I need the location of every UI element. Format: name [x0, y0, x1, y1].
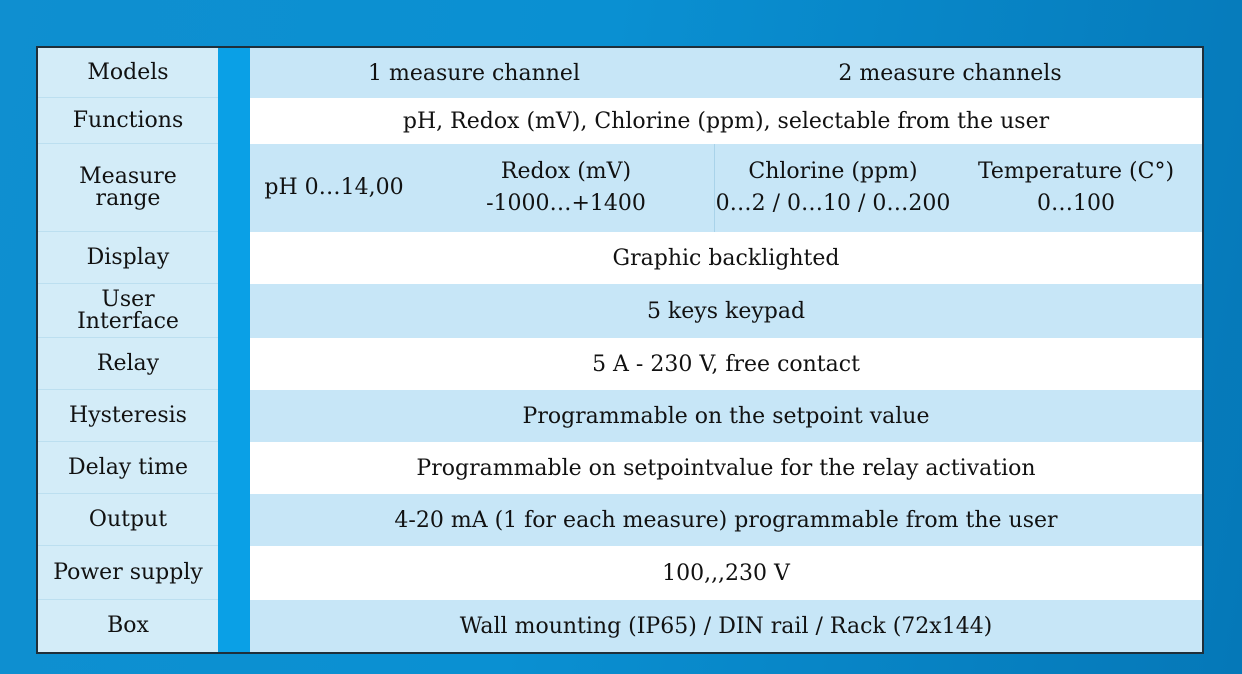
label-delay-time: Delay time [38, 442, 218, 494]
label-power-supply: Power supply [38, 546, 218, 600]
label-display: Display [38, 232, 218, 284]
label-relay: Relay [38, 338, 218, 390]
value-relay: 5 A - 230 V, free contact [250, 338, 1202, 390]
model-one-channel: 1 measure channel [368, 60, 580, 86]
label-hysteresis: Hysteresis [38, 390, 218, 442]
range-temperature-title: Temperature (C°) [977, 159, 1175, 184]
label-user-interface [38, 284, 218, 338]
row-delay-time [38, 442, 1202, 494]
range-redox-title: Redox (mV) [500, 159, 632, 184]
range-redox [418, 144, 714, 232]
value-delay-time: Programmable on setpointvalue for the relay activation [250, 442, 1202, 494]
value-user-interface: 5 keys keypad [250, 284, 1202, 338]
range-redox-value: -1000…+1400 [486, 191, 646, 216]
range-ph [250, 144, 418, 232]
range-chlorine [714, 144, 951, 232]
range-temperature-value: 0…100 [1037, 191, 1115, 216]
row-relay [38, 338, 1202, 390]
value-functions: pH, Redox (mV), Chlorine (ppm), selectable from the user [250, 98, 1202, 144]
models-values [250, 48, 1202, 98]
row-measure-range [38, 144, 1202, 232]
label-models: Models [38, 48, 218, 98]
label-user-interface-line2: Interface [77, 308, 179, 334]
spec-table [36, 46, 1204, 654]
row-box [38, 600, 1202, 652]
label-measure-range-line1: Measure [79, 163, 177, 189]
measure-range-values [250, 144, 1202, 232]
range-temperature [950, 144, 1202, 232]
label-output: Output [38, 494, 218, 546]
label-user-interface-line1: User [101, 286, 155, 312]
label-functions: Functions [38, 98, 218, 144]
label-measure-range [38, 144, 218, 232]
model-two-channels: 2 measure channels [838, 60, 1062, 86]
label-measure-range-line2: range [95, 185, 161, 211]
label-box: Box [107, 613, 149, 638]
row-models [38, 48, 1202, 98]
range-chlorine-value: 0…2 / 0…10 / 0…200 [715, 191, 951, 216]
value-power-supply: 100,,,230 V [250, 546, 1202, 600]
row-output [38, 494, 1202, 546]
range-chlorine-title: Chlorine (ppm) [748, 159, 918, 184]
value-box: Wall mounting (IP65) / DIN rail / Rack (72x144) [250, 600, 1202, 652]
value-hysteresis: Programmable on the setpoint value [250, 390, 1202, 442]
row-user-interface [38, 284, 1202, 338]
value-display: Graphic backlighted [250, 232, 1202, 284]
row-display [38, 232, 1202, 284]
row-hysteresis [38, 390, 1202, 442]
row-power-supply [38, 546, 1202, 600]
row-functions [38, 98, 1202, 144]
value-output: 4-20 mA (1 for each measure) programmable from the user [250, 494, 1202, 546]
range-ph-value: pH 0…14,00 [264, 175, 404, 200]
